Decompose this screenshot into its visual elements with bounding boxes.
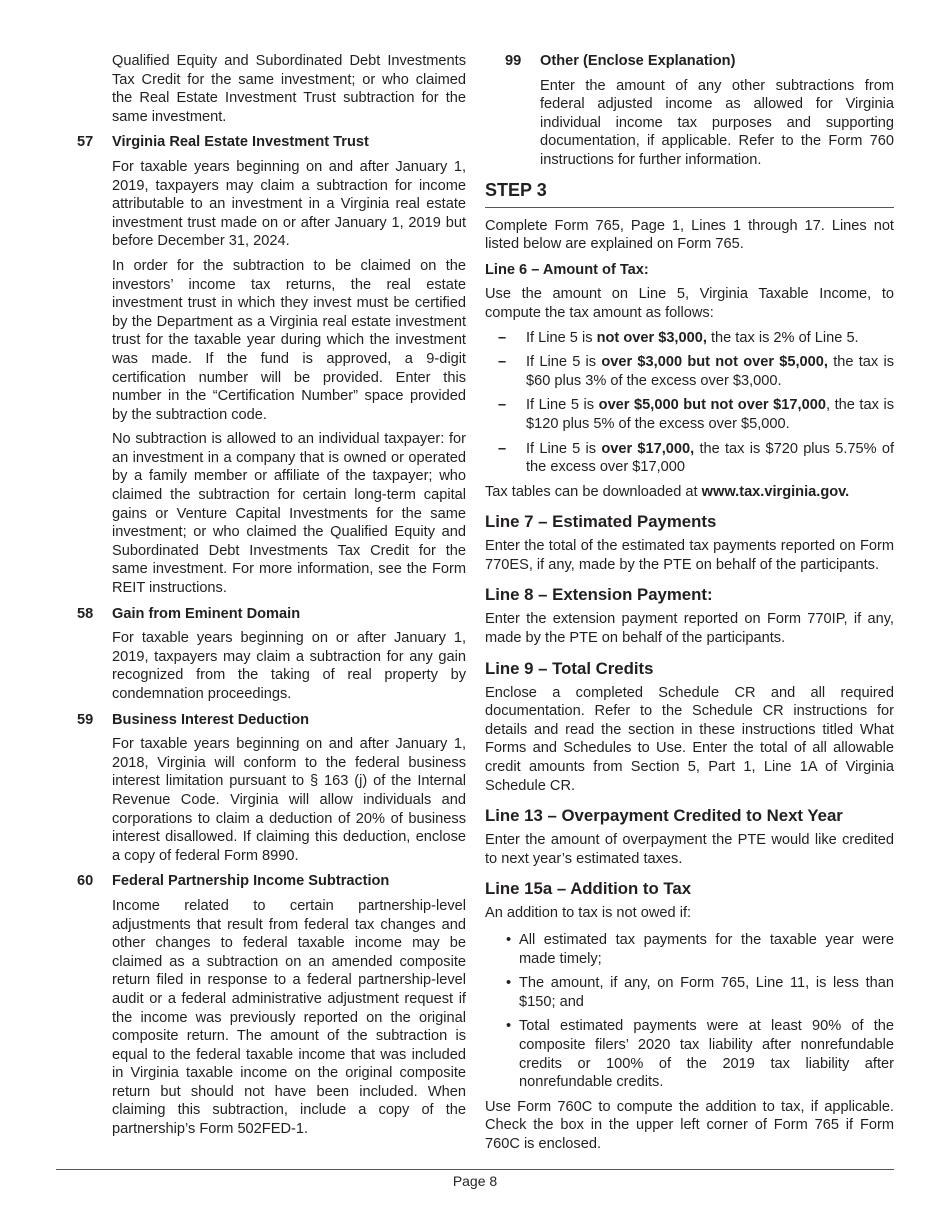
list-item [485, 329, 894, 348]
list-item [485, 1017, 894, 1091]
tax-rate-list [485, 329, 894, 477]
item-number: 58 [77, 605, 94, 622]
line-9-paragraph: Enclose a completed Schedule CR and all required documentation. Refer to the Schedule CR instructions for details and read the section in these instructions titled What Forms and Schedules to Use. Enter the total of all allowable credit amounts from Section 5, Part 1, Line 1A of Virginia Schedule CR. [485, 684, 894, 794]
line-15a-intro: An addition to tax is not owed if: [485, 905, 692, 922]
item-60 [77, 872, 466, 1138]
list-text: If Line 5 is [526, 440, 602, 457]
addition-conditions-list [485, 931, 894, 1092]
line-8-heading: Line 8 – Extension Payment: [485, 585, 713, 605]
item-title: Other (Enclose Explanation) [540, 53, 736, 69]
list-item [485, 931, 894, 968]
bullet-marker: • [506, 1018, 512, 1035]
item-title: Gain from Eminent Domain [112, 605, 301, 622]
dash-marker: – [498, 329, 507, 346]
line-6-intro: Use the amount on Line 5, Virginia Taxable Income, to compute the tax amount as follows: [485, 286, 894, 321]
list-item [485, 353, 894, 390]
item-heading [77, 711, 466, 730]
item-59 [77, 711, 466, 866]
line-7-heading: Line 7 – Estimated Payments [485, 512, 717, 532]
item-paragraph: For taxable years beginning on or after January 1, 2019, taxpayers may claim a subtraction for any gain recognized from the taking of real property by condemnation proceedings. [112, 630, 466, 702]
bullet-marker: • [506, 932, 512, 948]
list-text: the tax is 2% of Line 5. [706, 329, 859, 346]
item-title: Business Interest Deduction [112, 711, 310, 728]
item-number: 59 [77, 711, 94, 728]
item-paragraph: For taxable years beginning on and after January 1, 2019, taxpayers may claim a subtraction for income attributable to an investment in a Virginia real estate investment trust made on or after January 1, 2019 but before December 31, 2024. [112, 158, 466, 250]
line-6-heading: Line 6 – Amount of Tax: [485, 261, 649, 278]
list-text: If Line 5 is [526, 397, 599, 414]
item-heading [77, 605, 466, 624]
line-15a-closing: Use Form 760C to compute the addition to tax, if applicable. Check the box in the upper left corner of Form 765 if Form 760C is enclosed. [485, 1098, 894, 1152]
item-58 [77, 605, 466, 704]
item-title: Virginia Real Estate Investment Trust [112, 134, 369, 151]
list-bold-text: over $17,000, [601, 440, 695, 457]
line-8-paragraph: Enter the extension payment reported on Form 770IP, if any, made by the PTE on behalf of the participants. [485, 611, 894, 647]
line-7-paragraph: Enter the total of the estimated tax payments reported on Form 770ES, if any, made by the PTE on behalf of the participants. [485, 538, 894, 573]
page-number: Page 8 [452, 1173, 498, 1189]
item-number: 57 [77, 134, 94, 151]
item-paragraph: Income related to certain partnership-level adjustments that result from federal tax changes and other changes to federal taxable income may be claimed as a subtraction on an amended composite return filed in response to a federal partnership-level audit or a federal administrative adjustment request if the income was previously reported on the original composite return. The amount of the subtraction is equal to the federal taxable income that was included in Virginia taxable income on the original composite return but should not have been included. When claiming this subtraction, include a copy of the partnership’s Form 502FED-1. [112, 897, 466, 1138]
step-3-intro: Complete Form 765, Page 1, Lines 1 through 17. Lines not listed below are explained on Form 765. [485, 217, 894, 253]
footer-divider [56, 1169, 894, 1170]
dash-marker: – [498, 354, 507, 371]
list-text: , the tax is $120 plus 5% of the excess over $5,000. [526, 397, 895, 432]
note-text: Tax tables can be downloaded at [485, 483, 702, 500]
list-text: All estimated tax payments for the taxable year were made timely; [519, 932, 894, 967]
list-bold-text: over $5,000 but not over $17,000 [598, 397, 826, 414]
item-heading [77, 133, 466, 152]
item-paragraph: In order for the subtraction to be claimed on the investors’ income tax returns, the real estate investment trust in which they invest must be certified by the Department as a Virginia real estate investment trust for the taxable year during which the investment was made. If the fund is approved, a 9-digit certification number will be provided. Enter this number in the “Certification Number” space provided by the subtraction code. [112, 257, 466, 423]
list-text: the tax is $60 plus 3% of the excess over $3,000. [526, 354, 895, 389]
tax-website-link[interactable]: www.tax.virginia.gov. [701, 483, 850, 500]
step-3-heading: STEP 3 [485, 179, 894, 208]
line-13-heading: Line 13 – Overpayment Credited to Next Year [485, 806, 843, 826]
item-paragraph: For taxable years beginning on and after January 1, 2018, Virginia will conform to the federal business interest limitation pursuant to § 163 (j) of the Internal Revenue Code. Virginia will allow individuals and corporations to claim a deduction of 20% of business interest disallowed. If claiming this deduction, enclose a copy of federal Form 8990. [112, 736, 466, 864]
left-column [77, 52, 466, 1139]
item-57 [77, 133, 466, 597]
list-text: Total estimated payments were at least 90% of the composite filers’ 2020 tax liability after nonrefundable credits or 100% of the 2019 tax liability after nonrefundable credits. [519, 1018, 894, 1091]
item-number: 60 [77, 873, 94, 890]
item-99 [485, 52, 894, 170]
list-text: the tax is $720 plus 5.75% of the excess over $17,000 [526, 440, 894, 476]
list-text: If Line 5 is [526, 354, 602, 371]
item-heading [77, 872, 466, 891]
list-item [485, 974, 894, 1011]
continued-paragraph: Qualified Equity and Subordinated Debt Investments Tax Credit for the same investment; or who claimed the Real Estate Investment Trust subtraction for the same investment. [112, 53, 466, 125]
item-title: Federal Partnership Income Subtraction [112, 873, 390, 890]
line-13-paragraph: Enter the amount of overpayment the PTE would like credited to next year’s estimated taxes. [485, 832, 894, 867]
list-bold-text: not over $3,000, [596, 329, 707, 346]
list-text: The amount, if any, on Form 765, Line 11, is less than $150; and [519, 975, 894, 1010]
list-text: If Line 5 is [526, 329, 597, 346]
item-heading [485, 52, 894, 71]
dash-marker: – [498, 440, 507, 457]
list-item [485, 440, 894, 477]
item-number: 99 [505, 53, 522, 69]
tax-tables-note [485, 483, 894, 502]
list-bold-text: over $3,000 but not over $5,000, [601, 354, 828, 371]
line-15a-heading: Line 15a – Addition to Tax [485, 879, 692, 899]
bullet-marker: • [506, 975, 512, 992]
line-9-heading: Line 9 – Total Credits [485, 658, 654, 678]
list-item [485, 396, 894, 433]
item-paragraph: No subtraction is allowed to an individual taxpayer: for an investment in a company that is owned or operated by a family member or affiliate of the taxpayer; who claimed the subtraction for certain long-term capital gains or Venture Capital Investments for the same investment; or who claimed the Qualified Equity and Subordinated Debt Investments Tax Credit for the same investment. For more information, see the Form REIT instructions. [112, 431, 466, 597]
item-paragraph: Enter the amount of any other subtractions from federal adjusted income as allowed for Virginia individual income tax purposes and supporting documentation, if applicable. Refer to the Form 760 instructions for further information. [540, 77, 894, 168]
dash-marker: – [498, 397, 507, 414]
right-column [485, 52, 894, 1154]
